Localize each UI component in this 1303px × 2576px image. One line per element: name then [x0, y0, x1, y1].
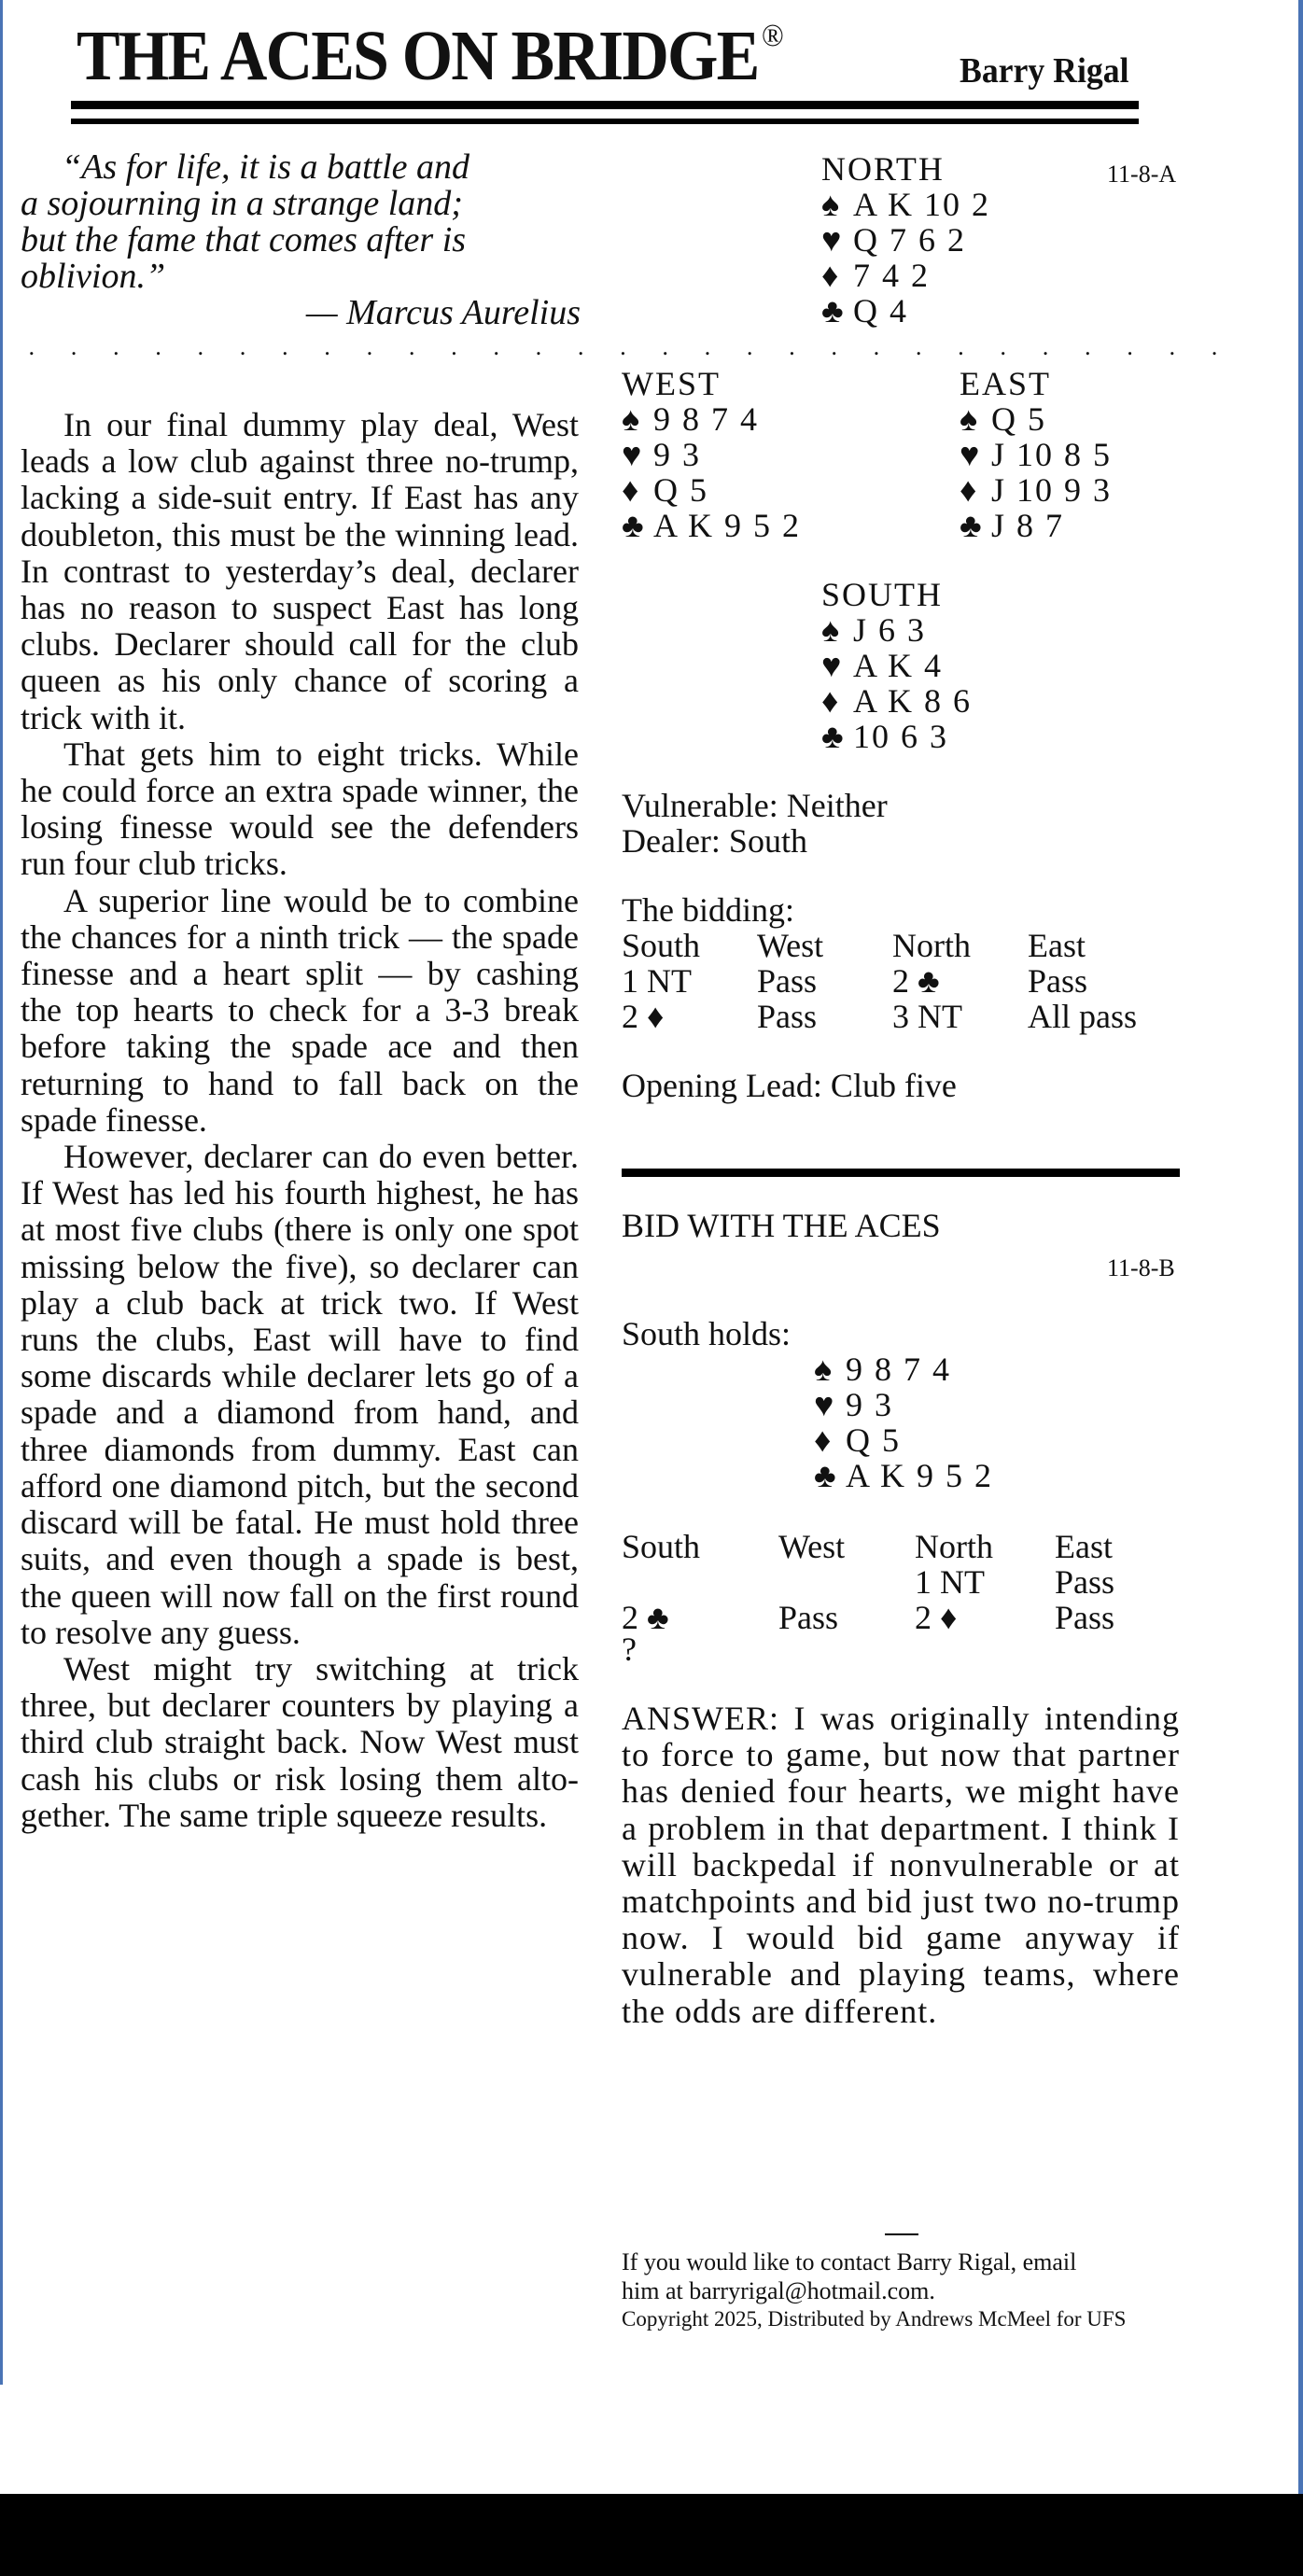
club-icon: ♣ [814, 1457, 838, 1494]
bid-cell: Pass [757, 998, 818, 1035]
auction-cell: Pass [1055, 1563, 1115, 1601]
epigraph [21, 149, 581, 331]
spade-icon: ♠ [821, 611, 842, 649]
hearts-holding: J 10 8 5 [991, 436, 1113, 473]
registered-mark: ® [762, 19, 782, 53]
quote-line: oblivion.” [21, 257, 166, 296]
header-rule-top [71, 101, 1139, 109]
heart-icon: ♥ [821, 221, 844, 259]
south-holds-label: South holds: [622, 1315, 792, 1352]
contact-line: If you would like to contact Barry Rigal, email [622, 2248, 1077, 2275]
bid-cell: 2 ♣ [892, 962, 940, 1000]
spades-holding: A K 10 2 [853, 186, 991, 223]
quote-line: a sojourning in a strange land; [21, 184, 463, 223]
hand-label: SOUTH [821, 576, 944, 613]
article-body [21, 407, 579, 1834]
spade-icon: ♠ [960, 400, 980, 438]
heart-icon: ♥ [960, 436, 982, 473]
hearts-holding: 9 3 [846, 1386, 893, 1423]
bidding-header: North [892, 927, 971, 964]
contact-line: him at barryrigal@hotmail.com. [622, 2277, 935, 2304]
diamond-icon: ♦ [814, 1421, 834, 1459]
clubs-holding: J 8 7 [991, 507, 1065, 544]
north-hand [821, 151, 990, 329]
south-hand [821, 577, 972, 754]
club-icon: ♣ [821, 718, 846, 755]
clubs-holding: Q 4 [853, 292, 908, 329]
auction-row [622, 1600, 1190, 1635]
quote-line: “As for life, it is a battle and [62, 147, 470, 187]
header-rule-bottom [71, 119, 1139, 124]
bid-cell: 3 NT [892, 998, 962, 1035]
spade-icon: ♠ [622, 400, 642, 438]
bid-cell: Pass [1028, 962, 1088, 1000]
article-paragraph: However, declarer can do even better. If West has led his fourth highest, he has at most five clubs (there is only one spot missing below the five), so declarer can play a club back at trick two. If West runs the clubs, East will have to find some discards while declarer lets go of a spade and a diamond from hand, and three diamonds from dummy. East can afford one diamond pitch, but the second discard will be fatal. He must hold three suits, and even though a spade is best, the queen will now fall on the first round to resolve any guess. [21, 1138, 579, 1651]
dotted-divider: . . . . . . . . . . . . . . . . . . . . . . . . . . . . . [28, 334, 1232, 360]
diamond-icon: ♦ [821, 257, 841, 294]
club-icon: ♣ [960, 507, 984, 544]
hearts-holding: Q 7 6 2 [853, 221, 966, 259]
club-icon: ♣ [821, 292, 846, 329]
bidding-header-row [622, 928, 1163, 963]
deal-code: 11-8-A [1107, 161, 1177, 188]
bidding-label: The bidding: [622, 891, 794, 929]
dealer-text: Dealer: South [622, 822, 807, 860]
spades-holding: J 6 3 [853, 611, 927, 649]
diamonds-holding: Q 5 [653, 471, 708, 509]
bid-cell: 1 NT [622, 962, 692, 1000]
bid-cell: Pass [757, 962, 818, 1000]
quote-attribution: — Marcus Aurelius [305, 293, 581, 332]
opening-lead: Opening Lead: Club five [622, 1067, 957, 1104]
auction-cell [1055, 1635, 1190, 1663]
column-title: THE ACES ON BRIDGE ® [77, 17, 782, 95]
diamond-icon: ♦ [960, 471, 979, 509]
vulnerable-text: Vulnerable: Neither [622, 787, 888, 824]
spade-icon: ♠ [821, 186, 842, 223]
article-paragraph: That gets him to eight tricks. While he could force an extra spade winner, the losing finesse would see the defenders run four club tricks. [21, 735, 579, 883]
bidding-header: South [622, 927, 701, 964]
heart-icon: ♥ [622, 436, 644, 473]
auction-header-row [622, 1529, 1190, 1564]
auction-cell: Pass [1055, 1599, 1115, 1636]
auction-header: West [778, 1528, 846, 1565]
diamonds-holding: 7 4 2 [853, 257, 930, 294]
auction-cell: Pass [778, 1599, 839, 1636]
bid-heading: BID WITH THE ACES [622, 1207, 941, 1244]
article-paragraph: In our final dummy play deal, West leads a low club against three no-trump, lacking a side-suit entry. If East has any doubleton, this must be the winning lead. In contrast to yesterday’s deal, declarer has no reason to suspect East has long clubs. Declarer should call for the club queen as his only chance of scoring a trick with it. [21, 406, 579, 736]
bidding-header: East [1028, 927, 1086, 964]
hand-label: EAST [960, 365, 1051, 402]
spade-icon: ♠ [814, 1351, 834, 1388]
bid-code: 11-8-B [1107, 1254, 1175, 1281]
bottom-black-band [0, 2494, 1303, 2576]
bidding-row [622, 999, 1163, 1034]
left-border [0, 0, 3, 2385]
contact-info [622, 2247, 1182, 2305]
clubs-holding: 10 6 3 [853, 718, 948, 755]
auction-cell: ? [622, 1631, 637, 1668]
section-divider [622, 1169, 1180, 1177]
copyright: Copyright 2025, Distributed by Andrews McMeel for UFS [622, 2307, 1127, 2331]
bid-auction-table [622, 1528, 1190, 1668]
hand-label: NORTH [821, 150, 945, 188]
clubs-holding: A K 9 5 2 [846, 1457, 994, 1494]
auction-header: East [1055, 1528, 1113, 1565]
diamond-icon: ♦ [622, 471, 641, 509]
auction-cell [915, 1635, 1055, 1663]
vulnerability [622, 788, 888, 859]
hand-label: WEST [622, 365, 721, 402]
bidding-header: West [757, 927, 824, 964]
auction-cell [778, 1564, 915, 1600]
heart-icon: ♥ [814, 1386, 836, 1423]
clubs-holding: A K 9 5 2 [653, 507, 802, 544]
auction-cell: 2 ♦ [915, 1599, 958, 1636]
hearts-holding: 9 3 [653, 436, 701, 473]
right-border [1298, 0, 1303, 2494]
auction-row [622, 1564, 1190, 1600]
spades-holding: 9 8 7 4 [846, 1351, 951, 1388]
diamonds-holding: Q 5 [846, 1421, 901, 1459]
bid-hand [814, 1351, 993, 1493]
footer-short-rule [885, 2233, 918, 2235]
auction-header: North [915, 1528, 993, 1565]
heart-icon: ♥ [821, 647, 844, 684]
byline: Barry Rigal [960, 51, 1129, 91]
answer-text: ANSWER: I was originally intending to force to game, but now that partner has denied four hearts, we might have a problem in that department. I think I will backpedal if nonvulnerable or at matchpoints and bid just two no-trump now. I would bid game anyway if vulnerable and playing teams, where the odds are different. [622, 1700, 1180, 2030]
article-paragraph: West might try switching at trick three, but declarer counters by playing a third club straight back. Now West must cash his clubs or risk losing them altogether. The same triple squeeze results. [21, 1649, 579, 1834]
quote-line: but the fame that comes after is [21, 220, 467, 259]
auction-header: South [622, 1528, 701, 1565]
east-hand [960, 366, 1112, 543]
diamonds-holding: A K 8 6 [853, 682, 973, 720]
diamonds-holding: J 10 9 3 [991, 471, 1113, 509]
spades-holding: 9 8 7 4 [653, 400, 759, 438]
auction-cell: 2 ♣ [622, 1599, 669, 1636]
bid-cell: 2 ♦ [622, 998, 665, 1035]
bid-cell: All pass [1028, 998, 1137, 1035]
auction-cell [622, 1564, 778, 1600]
spades-holding: Q 5 [991, 400, 1046, 438]
west-hand [622, 366, 801, 543]
auction-cell [778, 1635, 915, 1663]
diamond-icon: ♦ [821, 682, 841, 720]
club-icon: ♣ [622, 507, 646, 544]
bidding-row [622, 963, 1163, 999]
auction-cell: 1 NT [915, 1563, 985, 1601]
hearts-holding: A K 4 [853, 647, 944, 684]
auction-row [622, 1631, 1190, 1668]
article-paragraph: A superior line would be to combine the chances for a ninth trick — the spade finesse and a heart split — by cashing the top hearts to check for a 3-3 break before taking the spade ace and then returning to hand to fall back on the spade finesse. [21, 881, 579, 1139]
bidding-table [622, 928, 1163, 1034]
